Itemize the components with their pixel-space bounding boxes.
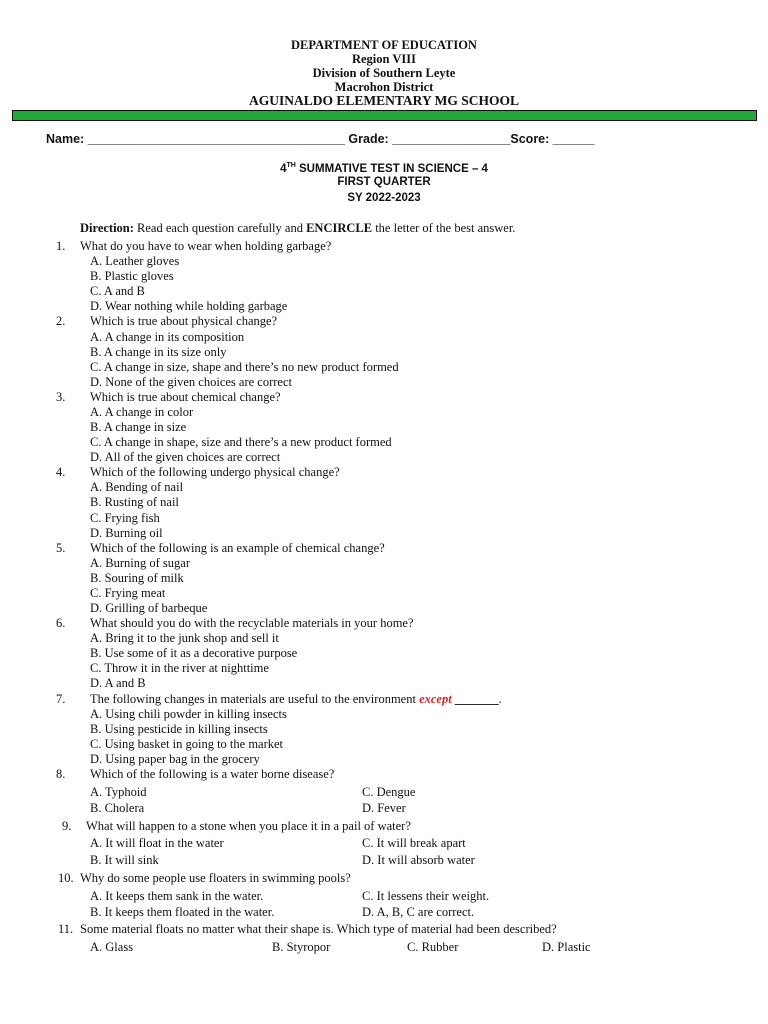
choice-1b: B. Plastic gloves bbox=[90, 269, 174, 283]
choice-7a: A. Using chili powder in killing insects bbox=[90, 707, 287, 721]
grade-label: Grade: bbox=[348, 132, 389, 146]
choice-4a: A. Bending of nail bbox=[90, 480, 184, 494]
choice-7d: D. Using paper bag in the grocery bbox=[90, 752, 260, 766]
choice-3a: A. A change in color bbox=[90, 405, 194, 419]
choice-6c: C. Throw it in the river at nighttime bbox=[90, 661, 269, 675]
choice-2a: A. A change in its composition bbox=[90, 330, 245, 344]
choice-9a: A. It will float in the water bbox=[90, 836, 224, 850]
choice-9d: D. It will absorb water bbox=[362, 853, 475, 867]
choice-4d: D. Burning oil bbox=[90, 526, 163, 540]
choice-6b: B. Use some of it as a decorative purpose bbox=[90, 646, 298, 660]
direction-text-b: the letter of the best answer. bbox=[372, 221, 516, 235]
question-11: 11. Some material floats no matter what their shape is. Which type of material had been described? bbox=[58, 922, 557, 936]
choice-3c: C. A change in shape, size and there’s a new product formed bbox=[90, 435, 392, 449]
choice-10c: C. It lessens their weight. bbox=[362, 889, 490, 903]
direction-label: Direction: bbox=[80, 221, 134, 235]
question-8: 8. Which of the following is a water borne disease? bbox=[56, 767, 335, 781]
except-emphasis: except bbox=[419, 692, 452, 706]
choice-11b: B. Styropor bbox=[272, 940, 331, 954]
choice-10d: D. A, B, C are correct. bbox=[362, 905, 475, 919]
question-2: 2. Which is true about physical change? bbox=[56, 314, 278, 328]
choice-8a: A. Typhoid bbox=[90, 785, 147, 799]
question-7: 7. The following changes in materials are useful to the environment except _______. bbox=[56, 692, 502, 706]
choice-10b: B. It keeps them floated in the water. bbox=[90, 905, 275, 919]
quarter-title: FIRST QUARTER bbox=[337, 176, 431, 188]
question-3: 3. Which is true about chemical change? bbox=[56, 390, 281, 404]
test-title bbox=[0, 159, 768, 176]
score-label: Score: bbox=[510, 132, 550, 146]
choice-2d: D. None of the given choices are correct bbox=[90, 375, 292, 389]
choice-4b: B. Rusting of nail bbox=[90, 495, 179, 509]
choice-8d: D. Fever bbox=[362, 801, 406, 815]
choice-9b: B. It will sink bbox=[90, 853, 159, 867]
choice-6a: A. Bring it to the junk shop and sell it bbox=[90, 631, 279, 645]
choice-5c: C. Frying meat bbox=[90, 586, 166, 600]
choice-7b: B. Using pesticide in killing insects bbox=[90, 722, 268, 736]
choice-3d: D. All of the given choices are correct bbox=[90, 450, 281, 464]
header-division: Division of Southern Leyte bbox=[312, 66, 456, 80]
choice-1a: A. Leather gloves bbox=[90, 254, 180, 268]
header-green-bar bbox=[12, 110, 757, 121]
choice-11d: D. Plastic bbox=[542, 940, 591, 954]
name-label: Name: bbox=[46, 132, 85, 146]
name-blank: _____________________________________ bbox=[87, 132, 345, 146]
choice-10a: A. It keeps them sank in the water. bbox=[90, 889, 264, 903]
choice-8c: C. Dengue bbox=[362, 785, 416, 799]
question-6: 6. What should you do with the recyclable materials in your home? bbox=[56, 616, 414, 630]
question-1: 1. What do you have to wear when holding garbage? bbox=[56, 239, 332, 253]
direction-text-a: Read each question carefully and bbox=[133, 221, 307, 235]
choice-2b: B. A change in its size only bbox=[90, 345, 227, 359]
header-department: DEPARTMENT OF EDUCATION bbox=[291, 38, 477, 52]
title-superscript: TH bbox=[286, 162, 296, 169]
choice-5d: D. Grilling of barbeque bbox=[90, 601, 208, 615]
header-school: AGUINALDO ELEMENTARY MG SCHOOL bbox=[249, 93, 519, 108]
choice-5b: B. Souring of milk bbox=[90, 571, 184, 585]
school-year: SY 2022-2023 bbox=[347, 192, 421, 204]
title-number: 4 bbox=[280, 162, 287, 175]
direction-line bbox=[80, 221, 515, 236]
choice-11a: A. Glass bbox=[90, 940, 134, 954]
choice-1d: D. Wear nothing while holding garbage bbox=[90, 299, 288, 313]
choice-1c: C. A and B bbox=[90, 284, 145, 298]
choice-4c: C. Frying fish bbox=[90, 511, 160, 525]
question-10: 10. Why do some people use floaters in swimming pools? bbox=[58, 871, 351, 885]
choice-3b: B. A change in size bbox=[90, 420, 187, 434]
student-info-line bbox=[46, 132, 595, 146]
choice-11c: C. Rubber bbox=[407, 940, 459, 954]
title-rest: SUMMATIVE TEST IN SCIENCE – 4 bbox=[295, 162, 488, 175]
choice-6d: D. A and B bbox=[90, 676, 146, 690]
answer-blank: _______ bbox=[454, 692, 499, 706]
choice-5a: A. Burning of sugar bbox=[90, 556, 190, 570]
header-district: Macrohon District bbox=[334, 80, 434, 94]
choice-9c: C. It will break apart bbox=[362, 836, 466, 850]
header-region: Region VIII bbox=[351, 52, 417, 66]
choice-2c: C. A change in size, shape and there’s no new product formed bbox=[90, 360, 399, 374]
question-9: 9. What will happen to a stone when you place it in a pail of water? bbox=[62, 819, 411, 833]
question-4: 4. Which of the following undergo physical change? bbox=[56, 465, 340, 479]
choice-7c: C. Using basket in going to the market bbox=[90, 737, 284, 751]
direction-emphasis: ENCIRCLE bbox=[306, 221, 373, 235]
score-blank: ______ bbox=[552, 132, 595, 146]
choice-8b: B. Cholera bbox=[90, 801, 145, 815]
grade-blank: _________________ bbox=[392, 132, 511, 146]
question-5: 5. Which of the following is an example of chemical change? bbox=[56, 541, 385, 555]
